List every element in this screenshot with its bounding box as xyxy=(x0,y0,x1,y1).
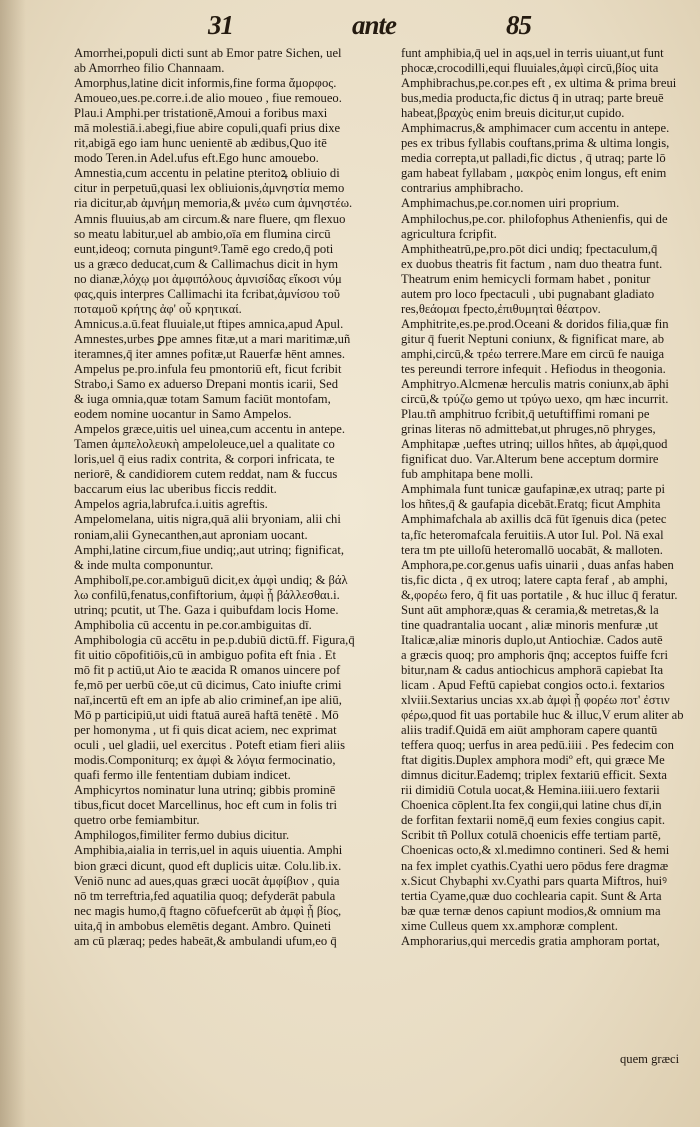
text-line: amphi,circū,& τρέω terrere.Mare em circū fe nauiga xyxy=(401,346,665,361)
text-line: Amnis fluuius,ab am circum.& nare fluere, qm flexuo xyxy=(74,211,346,226)
text-line: oculi , uel gladii, uel exercitus . Poteft etiam fieri aliis xyxy=(74,738,346,753)
text-line: rii dimidiū Cotula uocat,& Hemina.iiii.uero fextarii xyxy=(401,783,660,798)
text-line: φέρω,quod fit uas portabile huc & illuc,V erum aliter ab xyxy=(401,708,684,723)
text-line: quafi fermo ille fententiam dubiam indicet. xyxy=(74,768,291,783)
text-line: tertia Cyame,quæ duo cochlearia capit. Sunt & Arta xyxy=(401,888,662,903)
right-text-column xyxy=(401,46,691,949)
text-line: aliis tradif.Quidā em aiūt amphoram capere quantū xyxy=(401,723,658,738)
text-line: Ampelos græce,uitis uel uinea,cum accentu in antepe. xyxy=(74,422,346,437)
text-line: & iuga omnia,quæ totam Samum faciūt montofam, xyxy=(74,392,331,407)
text-line: no dianæ,λόχῳ μοι ἀμφιπόλους ἀμνισίδας εἴκοσι νύμ xyxy=(74,271,342,286)
text-line: Amphora,pe.cor.genus uafis uinarii , duas anfas haben xyxy=(401,557,674,572)
text-line: Amphilochus,pe.cor. philofophus Athenienfis, qui de xyxy=(401,211,668,226)
text-line: am cū plæraq; pedes habeāt,& ambulandi ufum,eo q̄ xyxy=(74,933,337,948)
text-line: licam . Apud Feftū capiebat congios octo.i. fextarios xyxy=(401,677,665,692)
text-line: fignificat duo. Var.Alterum bene acceptum dormire xyxy=(401,452,659,467)
text-line: modo Teren.in Adel.ufus eft.Ego hunc amouebo. xyxy=(74,151,319,166)
text-line: citur in perpetuū,quasi lex obliuionis,ἀμνηστία memo xyxy=(74,181,345,196)
text-line: Theatrum enim hemicycli formam habet , ponitur xyxy=(401,271,651,286)
text-line: grinas literas nō admittebat,ut phruges,nō phryges, xyxy=(401,422,656,437)
text-line: Amphi,latine circum,fiue undiq;,aut utrinq; fignificat, xyxy=(74,542,344,557)
text-line: Tamen ἀμπελολευκὴ ampeloleuce,uel a qualitate co xyxy=(74,437,335,452)
text-line: pes ex tribus fyllabis couftans,prima & ultima longis, xyxy=(401,136,670,151)
text-line: Amphibrachus,pe.cor.pes eft , ex ultima & prima breui xyxy=(401,76,677,91)
text-line: circū,& τρύζω gemo ut τρύγω uexo, qm hæc incurrit. xyxy=(401,392,669,407)
text-line: baccarum eius lac uberibus ficcis reddit. xyxy=(74,482,277,497)
text-line: φας,quis interpres Callimachi ita fcribat,ἀμνίσου τοῦ xyxy=(74,286,340,301)
text-line: ex duobus theatris fit factum , nam duo theatra funt. xyxy=(401,256,663,271)
text-line: bion græci dicunt, quod eft duplicis uitæ. Colu.lib.ix. xyxy=(74,858,342,873)
text-line: tes pereundi terrore infequit . Hefiodus in theogonia. xyxy=(401,361,666,376)
text-line: teffera quoq; uerfus in area pedū.iiii . Pes fedecim con xyxy=(401,738,674,753)
text-line: quetro orbe femiambitur. xyxy=(74,813,200,828)
text-line: tera tm pte uilloſū heteromallō uocabāt, & malloten. xyxy=(401,542,663,557)
text-line: Amphimacrus,& amphimacer cum accentu in antepe. xyxy=(401,121,670,136)
text-line: res,θεάομαι fpecto,ἐπιθυμηταὶ θέατρον. xyxy=(401,301,601,316)
text-line: nec magis humo,q̄ ftagno cōfuefcerūt ab ἀμφὶ ᾗ βίος, xyxy=(74,903,342,918)
text-line: fit uitio cōpofitiōis,cū in ambiguo pofita eft fnia . Et xyxy=(74,647,336,662)
text-line: Italicæ,aliæ minoris duplo,ut Antiochiæ. Cados autē xyxy=(401,632,663,647)
text-line: Amphimachus,pe.cor.nomen uiri proprium. xyxy=(401,196,620,211)
signature-mark: 85 xyxy=(506,10,531,40)
text-line: xime Culleus quem xx.amphoræ complent. xyxy=(401,918,618,933)
text-line: a græcis quoq; pro amphoris q̄nq; acceptos fuiffe fcri xyxy=(401,647,668,662)
text-line: Amnicus.a.ū.feat fluuiale,ut ftipes amnica,apud Apul. xyxy=(74,316,344,331)
text-line: Amphibolia cū accentu in pe.cor.ambiguitas dī. xyxy=(74,617,312,632)
text-line: Amphimafchala ab axillis dcā fūt īgenuis dica (petec xyxy=(401,512,667,527)
text-line: funt amphibia,q̄ uel in aqs,uel in terris uiuant,ut funt xyxy=(401,46,664,60)
text-line: bæ quæ ternæ denos capiunt modios,& omnium ma xyxy=(401,903,661,918)
text-line: Plau.i Amphi.per tristationē,Amoui a foribus maxi xyxy=(74,106,328,121)
text-line: Amphitheatrū,pe,pro.pōt dici undiq; fpectaculum,q̄ xyxy=(401,241,658,256)
text-line: x.Sicut Chybaphi xv.Cyathi pars quarta Miftros, huiꝰ xyxy=(401,873,667,888)
text-line: fe,mō per uerbū cōe,ut cū dicimus, Cato iniufte crimi xyxy=(74,677,342,692)
text-line: dimnus dicitur.Eademq; triplex fextariū efficit. Sexta xyxy=(401,768,667,783)
text-line: roniam,alii Gynecanthen,aut aproniam uocant. xyxy=(74,527,308,542)
text-line: Amorrhei,populi dicti sunt ab Emor patre Sichen, uel xyxy=(74,46,342,60)
text-line: ποταμοῦ κρήτης ἀφ' οὗ κρητικαί. xyxy=(74,301,242,316)
text-line: Choenicas octo,& xl.medimno contineri. Sed & hemi xyxy=(401,843,670,858)
text-line: tis,fic dicta , q̄ ex utroq; latere capta feraf , ab amphi, xyxy=(401,572,668,587)
text-line: media correpta,ut palladi,fic dictus , q̄ utraq; parte lō xyxy=(401,151,666,166)
text-line: autem pro loco fpectaculi , ubi pugnabant gladiato xyxy=(401,286,655,301)
text-line: Ampelos agria,labrufca.i.uitis agreftis. xyxy=(74,497,268,512)
text-line: & inde multa componuntur. xyxy=(74,557,214,572)
text-line: Scribit tñ Pollux cotulā choenicis effe tertiam partē, xyxy=(401,828,661,843)
text-line: ftat digitis.Duplex amphora modiº eft, qui græce Me xyxy=(401,753,665,768)
text-line: ab Amorrheo filio Channaam. xyxy=(74,61,225,76)
text-line: na fex implet cyathis.Cyathi uero pōdus fere dragmæ xyxy=(401,858,669,873)
text-line: Sunt aūt amphoræ,quas & ceramia,& metretas,& la xyxy=(401,602,659,617)
text-line: Amphorarius,qui mercedis gratia amphoram portat, xyxy=(401,933,660,948)
text-line: xlviii.Sextarius uncias xx.ab ἀμφὶ ᾗ φορέω ποτ' ἐστιν xyxy=(401,693,670,708)
text-line: neriorē, & candidiorem cutem reddat, nam & fuccus xyxy=(74,467,338,482)
text-line: Amphilogos,fimiliter fermo dubius dicitur. xyxy=(74,828,290,843)
text-line: uita,q̄ in ambobus elemētis degant. Ambro. Quineti xyxy=(74,918,332,933)
text-line: ria dicitur,ab ἀμνήμη memoria,& μνέω cum ἀμνηστέω. xyxy=(74,196,353,211)
text-line: Strabo,i Samo ex aduerso Drepani montis icarii, Sed xyxy=(74,377,339,392)
text-line: ta,fīc heteromafcala feruitiis.A utor Iul. Pol. Nā exal xyxy=(401,527,664,542)
text-line: Veniō nunc ad aues,quas græci uocāt ἀμφίβιον , quia xyxy=(74,873,340,888)
text-line: mā molestiā.i.abegi,fiue abire copuli,quafi prius dixe xyxy=(74,121,341,136)
text-line: us a græco deducat,cum & Callimachus dicit in hym xyxy=(74,256,339,271)
running-header xyxy=(0,10,700,46)
header-word: ante xyxy=(352,10,397,40)
text-line: agricultura fcripfit. xyxy=(401,226,497,241)
text-line: fub amphitapa bene molli. xyxy=(401,467,534,482)
text-line: Mō p participiū,ut uidi ftatuā aureā haftā tenētē . Mō xyxy=(74,708,339,723)
text-line: utrinq; pcutit, ut The. Gaza i quibufdam locis Home. xyxy=(74,602,339,617)
text-line: Amnestes,urbes ꝑpe amnes fitæ,ut a mari maritimæ,uñ xyxy=(74,331,351,346)
binding-shadow xyxy=(0,0,26,1127)
text-line: so meatu labitur,uel ab ambio,oīa em flumina circū xyxy=(74,226,331,241)
text-line: modis.Componiturq; ex ἀμφὶ & λόγια fermocinatio, xyxy=(74,753,336,768)
text-line: &,φορέω fero, q̄ fit uas portatile , & huc illuc q̄ feratur. xyxy=(401,587,678,602)
text-line: bus,media producta,fic dictus q̄ in utraq; parte breuē xyxy=(401,91,664,106)
catchword: quem græci xyxy=(620,1052,680,1066)
text-line: eodem nomine uocantur in Samo Ampelos. xyxy=(74,407,292,422)
text-line: tine quadrantalia uocant , aliæ minoris menfuræ ,ut xyxy=(401,617,659,632)
text-line: gam habeat fyllabam , μακρὸς enim longus, eft enim xyxy=(401,166,667,181)
text-line: Ampelus pe.pro.infula feu pmontoriū eft, ficut fcribit xyxy=(74,361,342,376)
text-line: Amphibia,aialia in terris,uel in aquis uiuentia. Amphi xyxy=(74,843,343,858)
text-line: λω confilū,fenatus,confiftorium, ἀμφὶ ᾗ βάλλεσθαι.i. xyxy=(74,587,340,602)
text-line: gitur q̄ fuerit Neptuni coniunx, & fignificat mare, ab xyxy=(401,331,664,346)
text-line: tibus,ficut docet Marcellinus, hoc eft cum in folis tri xyxy=(74,798,338,813)
text-line: Amphibologia cū accētu in pe.p.dubiū dictū.ff. Figura,q̄ xyxy=(74,632,355,647)
text-line: Amphitapæ ,ueftes utrinq; uillos hñtes, ab ἀμφὶ,quod xyxy=(401,437,668,452)
text-line: de forfitan fextarii nomē,q̄ eum fexies congius capit. xyxy=(401,813,666,828)
text-line: naī,incertū eft em an ipfe ab alio criminef,an ipe aliū, xyxy=(74,693,342,708)
text-line: Amphimala funt tunicæ gaufapinæ,ex utraq; parte pi xyxy=(401,482,666,497)
text-line: mō fit p actiū,ut Aio te æacida R omanos uincere pof xyxy=(74,662,341,677)
text-line: Amphicyrtos nominatur luna utrinq; gibbis prominē xyxy=(74,783,336,798)
text-line: Amphitrite,es.pe.prod.Oceani & doridos filia,quæ fin xyxy=(401,316,669,331)
text-line: Amphibolī,pe.cor.ambiguū dicit,ex ἀμφὶ undiq; & βάλ xyxy=(74,572,348,587)
text-line: eunt,ideoq; cornuta pinguntꝰ.Tamē ego credo,q̄ poti xyxy=(74,241,334,256)
text-line: phocæ,crocodilli,equi fluuiales,ἀμφὶ circū,βίος uita xyxy=(401,61,659,76)
text-line: nō tm terreftria,fed aquatilia quoq; defyderāt pabula xyxy=(74,888,336,903)
folio-number: 31 xyxy=(208,10,233,40)
text-line: Amnestia,cum accentu in pelatine pteritoꝝ obliuio di xyxy=(74,166,340,181)
text-line: los hñtes,q̄ & gaufapia dicebāt.Eratq; ficut Amphita xyxy=(401,497,661,512)
text-line: loris,uel q̄ eius radix contrita, & corpori infricata, te xyxy=(74,452,335,467)
text-line: Amoueo,ues.pe.corre.i.de alio moueo , fiue remoueo. xyxy=(74,91,342,106)
left-text-column xyxy=(74,46,392,949)
text-line: Amphitryo.Alcmenæ herculis matris coniunx,ab āphi xyxy=(401,377,669,392)
text-line: contrarius amphibracho. xyxy=(401,181,524,196)
text-line: iteramnes,q̄ iter amnes pofitæ,ut Rauerfæ hēnt amnes. xyxy=(74,346,346,361)
text-line: habeat,βραχὺς enim breuis dicitur,ut cupido. xyxy=(401,106,625,121)
text-line: per homonyma , ut fi quis dicat aciem, nec exprimat xyxy=(74,723,337,738)
text-line: Ampelomelana, uitis nigra,quā alii bryoniam, alii chi xyxy=(74,512,341,527)
text-line: bitur,nam & cadus antiochicus amphorā capiebat Ita xyxy=(401,662,664,677)
text-line: Plau.tñ amphitruo fcribit,q̄ uetuftiffimi romani pe xyxy=(401,407,650,422)
text-line: rit,abigā ego iam hunc uenientē ab ædibus,Quo itē xyxy=(74,136,327,151)
text-line: Choenica cōplent.Ita fex congii,qui latine chus dī,in xyxy=(401,798,662,813)
text-line: Amorphus,latine dicit informis,fine forma ἄμορφος. xyxy=(74,76,337,91)
